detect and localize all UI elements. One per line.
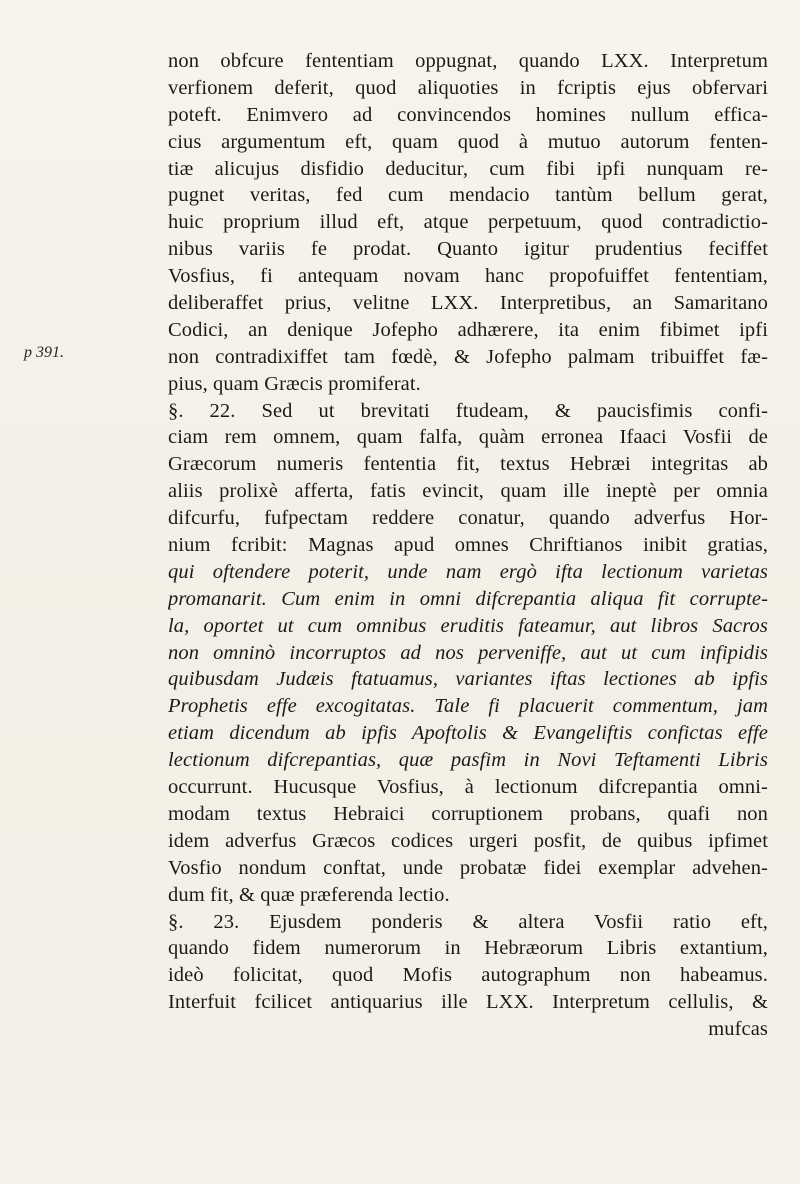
text-line: occurrunt. Hucusque Vosfius, à lectionum difcrepantia omni- [168,776,768,799]
text-line: nium fcribit: Magnas apud omnes Chriftianos inibit gratias, [168,534,768,557]
text-line: §. 22. Sed ut brevitati ftudeam, & paucisfimis confi- [168,399,768,422]
text-line: poteft. Enimvero ad convincendos homines nullum effica- [168,103,768,126]
text-line: difcurfu, fufpectam reddere conatur, quando adverfus Hor- [168,507,768,530]
text-line: deliberaffet prius, velitne LXX. Interpretibus, an Samaritano [168,292,768,315]
text-line: aliis prolixè afferta, fatis evincit, quam ille ineptè per omnia [168,480,768,503]
text-line: verfionem deferit, quod aliquoties in fcriptis ejus obfervari [168,76,768,99]
text-line: cius argumentum eft, quam quod à mutuo autorum fenten- [168,130,768,153]
text-line: dum fit, & quæ præferenda lectio. [168,883,450,906]
text-line: Vosfio nondum conftat, unde probatæ fidei exemplar advehen- [168,856,768,879]
text-line: idem adverfus Græcos codices urgeri posfit, de quibus ipfimet [168,829,768,852]
text-line: huic proprium illud eft, atque perpetuum, quod contradictio- [168,211,768,234]
text-line: non omninò incorruptos ad nos perveniffe, aut ut cum infipidis [168,641,768,664]
text-line: la, oportet ut cum omnibus eruditis fateamur, aut libros Sacros [168,614,768,637]
text-line: nibus variis fe prodat. Quanto igitur prudentius feciffet [168,238,768,261]
text-line: ideò folicitat, quod Mofis autographum non habeamus. [168,964,768,987]
text-line: quibusdam Judæis ftatuamus, variantes iftas lectiones ab ipfis [168,668,768,691]
text-line: qui oftendere poterit, unde nam ergò ifta lectionum varietas [168,560,768,583]
body-text [168,48,768,1043]
text-line: pius, quam Græcis promiferat. [168,372,421,395]
text-line: ciam rem omnem, quam falfa, quàm erronea Ifaaci Vosfii de [168,426,768,449]
text-line: non contradixiffet tam fœdè, & Jofepho palmam tribuiffet fæ- [168,345,768,368]
text-line: etiam dicendum ab ipfis Apoftolis & Evangeliftis confictas effe [168,722,768,745]
text-line: modam textus Hebraici corruptionem probans, quafi non [168,802,768,825]
text-line: tiæ alicujus disfidio deducitur, cum fibi ipfi nunquam re- [168,157,768,180]
text-line: lectionum difcrepantias, quæ pasfim in Novi Teftamenti Libris [168,749,768,772]
margin-note: p 391. [24,344,64,361]
text-line: Vosfius, fi antequam novam hanc propofuiffet fententiam, [168,265,768,288]
text-line: promanarit. Cum enim in omni difcrepantia aliqua fit corrupte- [168,587,768,610]
text-line: Græcorum numeris fententia fit, textus Hebræi integritas ab [168,453,768,476]
text-line: pugnet veritas, fed cum mendacio tantùm bellum gerat, [168,184,768,207]
text-line: non obfcure fententiam oppugnat, quando LXX. Interpretum [168,50,768,72]
text-line: quando fidem numerorum in Hebræorum Libris extantium, [168,937,768,960]
text-line: Prophetis effe excogitatas. Tale fi placuerit commentum, jam [168,695,768,718]
text-line: Codici, an denique Jofepho adhærere, ita enim fibimet ipfi [168,318,768,341]
text-line: Interfuit fcilicet antiquarius ille LXX. Interpretum cellulis, & [168,991,768,1014]
text-line: §. 23. Ejusdem ponderis & altera Vosfii ratio eft, [168,910,768,933]
text-line: mufcas [708,1018,768,1041]
